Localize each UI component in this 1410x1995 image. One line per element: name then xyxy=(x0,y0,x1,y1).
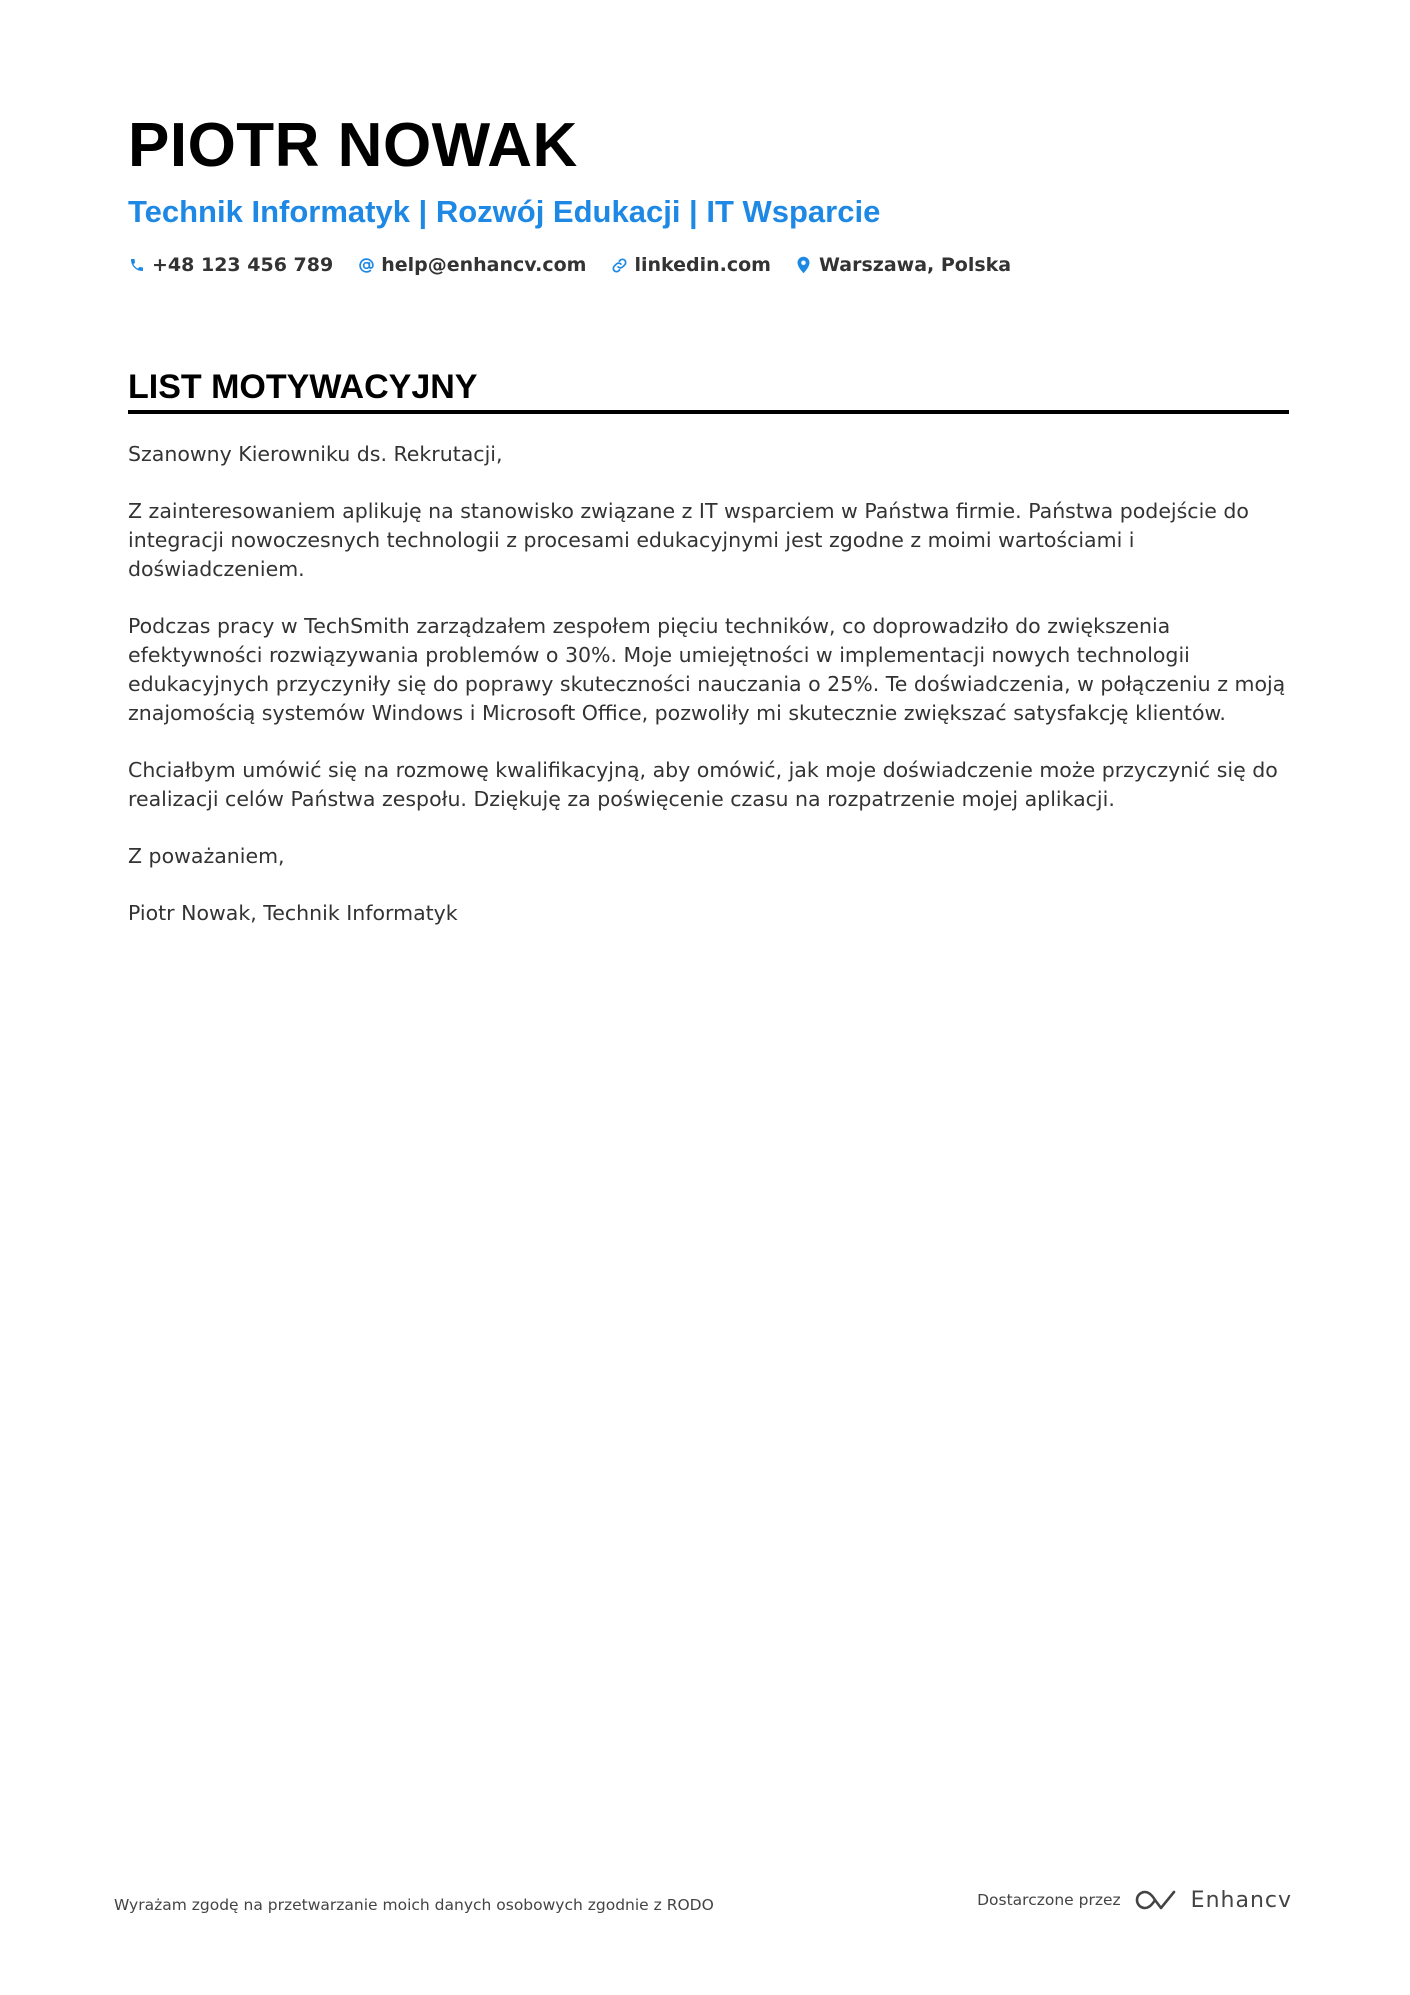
candidate-headline: Technik Informatyk | Rozwój Edukacji | IT Wsparcie xyxy=(128,194,881,229)
phone-icon xyxy=(128,256,146,274)
contact-phone[interactable] xyxy=(128,254,333,276)
link-icon xyxy=(610,256,628,274)
contact-location-text: Warszawa, Polska xyxy=(818,254,1012,276)
at-icon xyxy=(357,256,375,274)
gdpr-consent: Wyrażam zgodę na przetwarzanie moich danych osobowych zgodnie z RODO xyxy=(114,1896,714,1914)
contact-email-text: help@enhancv.com xyxy=(381,254,587,276)
contact-email[interactable] xyxy=(357,254,586,276)
provider-credit[interactable] xyxy=(977,1886,1292,1914)
section-title: LIST MOTYWACYJNY xyxy=(128,368,478,406)
section-divider xyxy=(128,410,1289,414)
letter-signature: Piotr Nowak, Technik Informatyk xyxy=(128,901,458,925)
letter-body xyxy=(128,440,1288,956)
contact-linkedin[interactable] xyxy=(610,254,771,276)
contact-linkedin-text: linkedin.com xyxy=(634,254,771,276)
letter-paragraph-3: Chciałbym umówić się na rozmowę kwalifikacyjną, aby omówić, jak moje doświadczenie może przyczynić się do realizacji celów Państwa zespołu. Dziękuję za poświęcenie czasu na rozpatrzenie mojej aplikacji. xyxy=(128,758,1278,811)
header xyxy=(128,108,1288,276)
letter-paragraph-1: Z zainteresowaniem aplikuję na stanowisko związane z IT wsparciem w Państwa firmie. Państwa podejście do integracji nowoczesnych technologii z procesami edukacyjnymi jest zgodne z moimi wartościami i doświadczeniem. xyxy=(128,499,1249,581)
contact-bar xyxy=(128,254,1288,276)
enhancv-logo-icon xyxy=(1133,1886,1181,1914)
letter-closing: Z poważaniem, xyxy=(128,844,285,868)
letter-paragraph-2: Podczas pracy w TechSmith zarządzałem zespołem pięciu techników, co doprowadziło do zwiększenia efektywności rozwiązywania problemów o 30%. Moje umiejętności w implementacji nowych technologii edukacyjnych przyczyniły się do poprawy skuteczności nauczania o 25%. Te doświadczenia, w połączeniu z moją znajomością systemów Windows i Microsoft Office, pozwoliły mi skutecznie zwiększać satysfakcję klientów. xyxy=(128,614,1286,725)
brand-name: Enhancv xyxy=(1190,1887,1292,1913)
letter-greeting: Szanowny Kierowniku ds. Rekrutacji, xyxy=(128,442,503,466)
contact-phone-text: +48 123 456 789 xyxy=(152,254,334,276)
provided-by-label: Dostarczone przez xyxy=(977,1891,1121,1909)
location-pin-icon xyxy=(795,256,813,274)
contact-location xyxy=(795,254,1011,276)
candidate-name: PIOTR NOWAK xyxy=(128,111,578,180)
